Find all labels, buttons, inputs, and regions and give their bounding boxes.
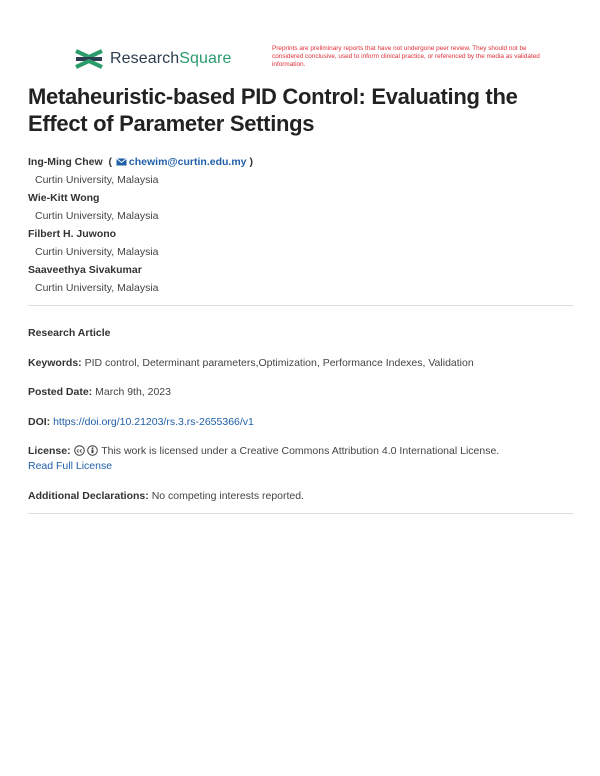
license-text: This work is licensed under a Creative Commons Attribution 4.0 International License. xyxy=(101,445,500,457)
doi-label: DOI: xyxy=(28,416,51,428)
posted-date-label: Posted Date: xyxy=(28,386,93,398)
preprint-notice: Preprints are preliminary reports that have not undergone peer review. They should not be considered conclusive, used to inform clinical practice, or referenced by the media as validated information. xyxy=(272,45,540,68)
declarations-label: Additional Declarations: xyxy=(28,490,149,502)
creative-commons-icon xyxy=(74,445,85,456)
posted-date-value: March 9th, 2023 xyxy=(95,386,171,398)
license-row xyxy=(28,444,573,474)
keywords-value: PID control, Determinant parameters,Optimization, Performance Indexes, Validation xyxy=(84,357,474,369)
svg-text:cc: cc xyxy=(76,448,82,455)
paper-title: Metaheuristic-based PID Control: Evaluating the Effect of Parameter Settings xyxy=(28,84,518,136)
doi-link[interactable]: https://doi.org/10.21203/rs.3.rs-2655366/v1 xyxy=(53,416,254,428)
author-list xyxy=(28,153,573,297)
author-affiliation: Curtin University, Malaysia xyxy=(35,246,159,258)
keywords-row xyxy=(28,356,573,371)
author-affiliation: Curtin University, Malaysia xyxy=(35,282,159,294)
author-affiliation: Curtin University, Malaysia xyxy=(35,174,159,186)
posted-date-row xyxy=(28,385,573,400)
envelope-icon xyxy=(116,158,127,166)
brand-name: ResearchSquare xyxy=(110,50,232,67)
author-name: Ing-Ming Chew ( chewim@curtin.edu.my ) xyxy=(28,156,253,168)
author-affiliation: Curtin University, Malaysia xyxy=(35,210,159,222)
author-name: Filbert H. Juwono xyxy=(28,228,117,240)
research-square-logo[interactable] xyxy=(75,49,231,69)
read-full-license-link[interactable]: Read Full License xyxy=(28,460,113,472)
keywords-label: Keywords: xyxy=(28,357,82,369)
declarations-row xyxy=(28,489,573,504)
declarations-value: No competing interests reported. xyxy=(151,490,305,502)
header xyxy=(0,0,600,80)
article-type: Research Article xyxy=(28,327,111,339)
divider xyxy=(28,305,573,306)
license-label: License: xyxy=(28,445,71,457)
attribution-icon xyxy=(87,445,98,456)
author-email-link[interactable]: chewim@curtin.edu.my xyxy=(115,156,247,168)
author-name: Saaveethya Sivakumar xyxy=(28,264,142,276)
author-name: Wie-Kitt Wong xyxy=(28,192,100,204)
divider xyxy=(28,513,573,514)
doi-row xyxy=(28,415,573,430)
research-square-logo-icon xyxy=(75,49,103,69)
